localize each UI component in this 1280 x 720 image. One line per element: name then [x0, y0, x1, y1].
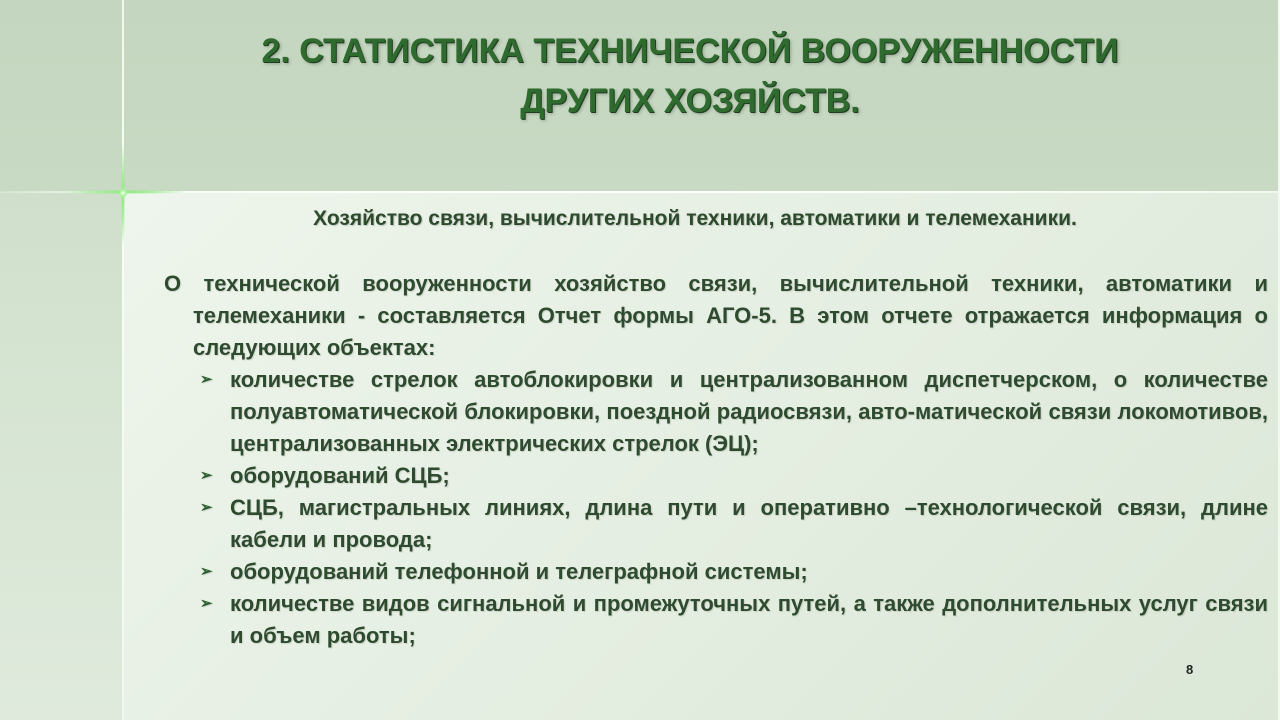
arrow-bullet-icon: ➢ [200, 563, 213, 580]
slide-body [164, 268, 1268, 652]
horizontal-divider-line [0, 191, 1278, 193]
arrow-bullet-icon: ➢ [200, 467, 213, 484]
list-item-text: СЦБ, магистральных линиях, длина пути и оперативно –технологической связи, длине кабели и провода; [230, 495, 1268, 552]
slide-subtitle: Хозяйство связи, вычислительной техники, автоматики и телемеханики. [313, 207, 1077, 230]
objects-list [164, 364, 1268, 652]
slide-title-line-1: 2. СТАТИСТИКА ТЕХНИЧЕСКОЙ ВООРУЖЕННОСТИ [261, 32, 1119, 70]
list-item-text: количестве видов сигнальной и промежуточных путей, а также дополнительных услуг связи и объем работы; [230, 591, 1268, 648]
list-item [200, 364, 1268, 460]
slide-title [170, 26, 1210, 126]
list-item [200, 492, 1268, 556]
slide-title-line-2: ДРУГИХ ХОЗЯЙСТВ. [520, 82, 860, 120]
list-item [200, 556, 1268, 588]
intro-paragraph: О технической вооруженности хозяйство связи, вычислительной техники, автоматики и телемеханики - составляется Отчет формы АГО-5. В этом отчете отражается информация о следующих объектах: [164, 271, 1268, 360]
vertical-divider-line [122, 0, 124, 720]
list-item [200, 460, 1268, 492]
list-item [200, 588, 1268, 652]
arrow-bullet-icon: ➢ [200, 499, 213, 516]
list-item-text: оборудований телефонной и телеграфной системы; [230, 559, 808, 584]
list-item-text: количестве стрелок автоблокировки и централизованном диспетчерском, о количестве полуавтоматической блокировки, поездной радиосвязи, авто-матической связи локомотивов, централизованных электрических стрелок (ЭЦ); [230, 367, 1268, 456]
arrow-bullet-icon: ➢ [200, 595, 213, 612]
page-number: 8 [1186, 662, 1194, 677]
arrow-bullet-icon: ➢ [200, 371, 213, 388]
list-item-text: оборудований СЦБ; [230, 463, 450, 488]
sparkle-star-icon [118, 188, 128, 198]
